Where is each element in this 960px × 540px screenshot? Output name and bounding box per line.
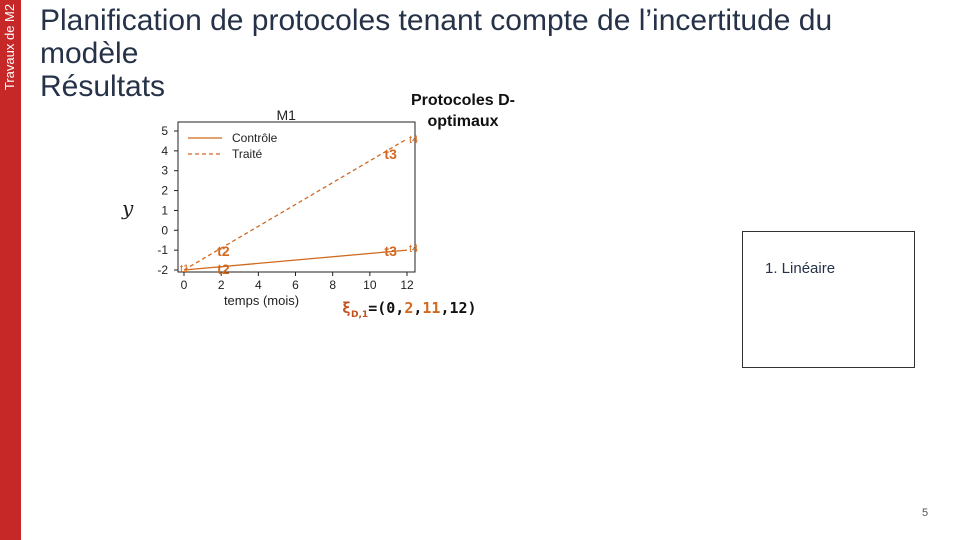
design-symbol: ξ	[342, 299, 352, 317]
d-optimal-line-1: Protocoles D-	[410, 92, 515, 109]
x-axis-label: temps (mois)	[223, 293, 300, 308]
annotation-label: t2	[217, 261, 230, 278]
annotation-label: t3	[384, 145, 397, 162]
x-tick-label: 10	[363, 278, 377, 292]
design-subscript: D,1	[351, 310, 369, 320]
annotation-label: t2	[217, 243, 230, 260]
y-tick-label: 3	[161, 163, 168, 178]
design-value-2: 2	[404, 299, 414, 317]
x-tick-label: 6	[292, 278, 299, 292]
annotation-label: t3	[384, 243, 397, 260]
y-tick-label: -1	[157, 243, 168, 258]
y-tick-label: 5	[161, 124, 168, 138]
design-value-1: 0	[386, 299, 396, 317]
side-band	[0, 0, 21, 540]
legend-entry: Traité	[232, 147, 263, 161]
plot-frame	[178, 122, 415, 272]
annotation-label: t1	[180, 263, 190, 275]
x-tick-label: 4	[254, 278, 262, 292]
model-type-item: 1. Linéaire	[765, 260, 836, 277]
title-line-2: modèle	[40, 37, 139, 70]
slide-title	[40, 4, 940, 103]
y-axis-label: y	[122, 196, 134, 220]
y-tick-label: 2	[161, 183, 168, 198]
design-value-4: 12	[449, 299, 468, 317]
annotation-label: t4	[409, 243, 419, 256]
legend-entry: Contrôle	[232, 131, 278, 145]
annotation-label: t4	[409, 133, 419, 146]
design-sep-1: ,	[395, 299, 405, 317]
title-line-3: Résultats	[40, 70, 166, 103]
model-type-box	[742, 231, 915, 368]
x-tick-label: 12	[400, 278, 414, 292]
y-tick-label: 1	[161, 203, 168, 218]
m1-chart	[100, 100, 440, 320]
design-value-3: 11	[422, 299, 441, 317]
page-number: 5	[922, 507, 929, 519]
chart-title: M1	[276, 107, 296, 123]
x-tick-label: 8	[329, 278, 337, 292]
title-line-1: Planification de protocoles tenant compte de l’incertitude du	[40, 4, 833, 37]
design-suffix: )	[467, 299, 477, 317]
x-tick-label: 2	[217, 278, 225, 292]
y-tick-label: -2	[157, 263, 168, 277]
d-optimal-line-2: optimaux	[427, 113, 499, 130]
y-tick-label: 0	[161, 223, 168, 238]
sidebar-label: Travaux de M2	[2, 3, 17, 91]
y-tick-label: 4	[161, 143, 168, 158]
design-sep-3: ,	[440, 299, 450, 317]
design-prefix: =(	[368, 299, 387, 317]
x-tick-label: 0	[180, 278, 188, 292]
design-sep-2: ,	[413, 299, 423, 317]
design-formula	[342, 299, 477, 320]
